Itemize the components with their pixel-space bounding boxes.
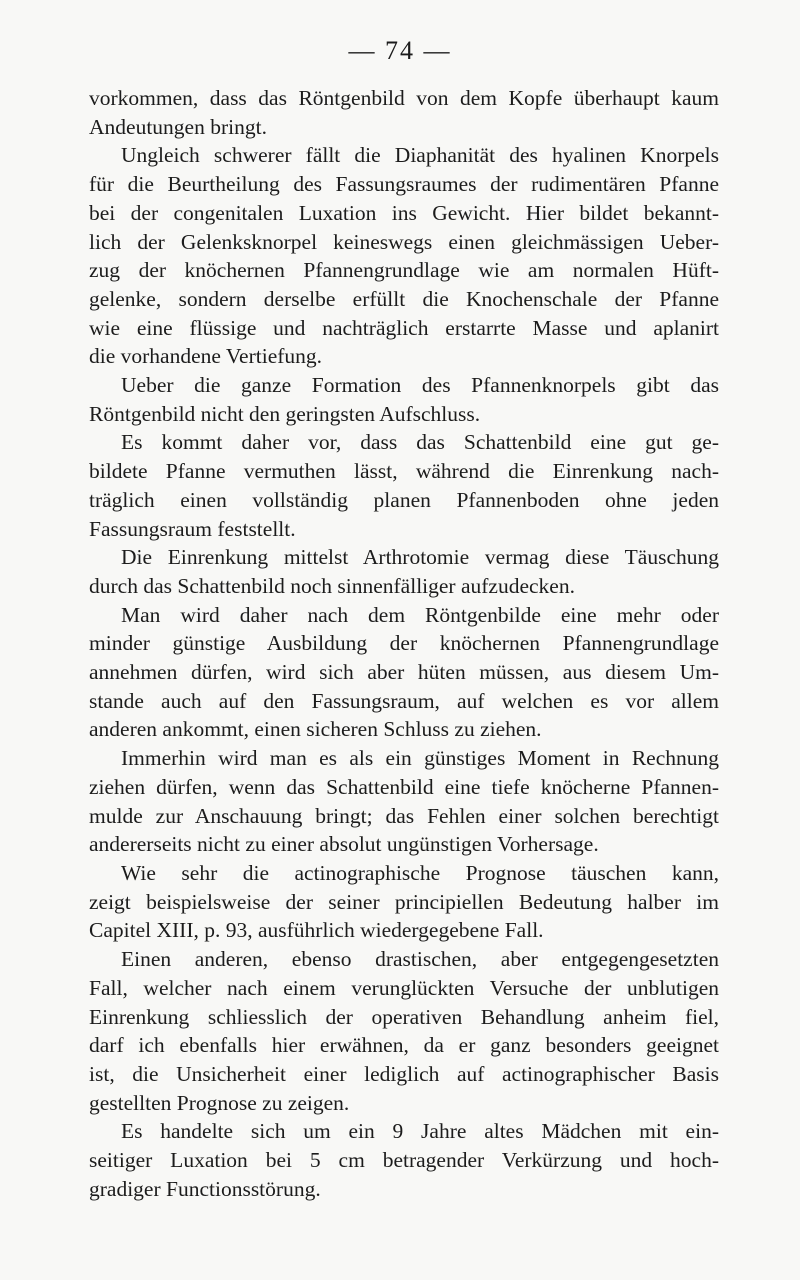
text-line: Einen anderen, ebenso drastischen, aber entgegengesetzten <box>121 947 719 972</box>
text-line: für die Beurtheilung des Fassungsraumes der rudimentären Pfanne <box>89 172 719 197</box>
text-line: Ungleich schwerer fällt die Diaphanität des hyalinen Knorpels <box>121 143 719 168</box>
text-line: zug der knöchernen Pfannengrundlage wie am normalen Hüft- <box>89 258 719 283</box>
text-line: seitiger Luxation bei 5 cm betragender Verkürzung und hoch- <box>89 1148 719 1173</box>
text-line: minder günstige Ausbildung der knöchernen Pfannengrundlage <box>89 631 719 656</box>
text-line: Ueber die ganze Formation des Pfannenknorpels gibt das <box>121 373 719 398</box>
text-line: die vorhandene Vertiefung. <box>89 344 323 369</box>
text-line: Es handelte sich um ein 9 Jahre altes Mädchen mit ein- <box>121 1119 719 1144</box>
text-line: Die Einrenkung mittelst Arthrotomie vermag diese Täuschung <box>121 545 719 570</box>
text-line: andererseits nicht zu einer absolut ungünstigen Vorhersage. <box>89 832 599 857</box>
text-line: bildete Pfanne vermuthen lässt, während die Einrenkung nach- <box>89 459 719 484</box>
text-line: anderen ankommt, einen sicheren Schluss zu ziehen. <box>89 717 542 742</box>
text-line: lich der Gelenksknorpel keineswegs einen gleichmässigen Ueber- <box>89 229 719 254</box>
text-line: gradiger Functionsstörung. <box>89 1176 321 1201</box>
text-line: zeigt beispielsweise der seiner principiellen Bedeutung halber im <box>89 889 719 914</box>
text-line: träglich einen vollständig planen Pfannenboden ohne jeden <box>89 487 719 512</box>
text-line: Fall, welcher nach einem verunglückten Versuche der unblutigen <box>89 975 719 1000</box>
body-text <box>89 84 719 1203</box>
text-line: bei der congenitalen Luxation ins Gewicht. Hier bildet bekannt- <box>89 200 719 225</box>
text-line: Fassungsraum feststellt. <box>89 516 296 541</box>
text-line: stande auch auf den Fassungsraum, auf welchen es vor allem <box>89 688 719 713</box>
text-line: Capitel XIII, p. 93, ausführlich wiedergegebene Fall. <box>89 918 544 943</box>
text-line: Immerhin wird man es als ein günstiges Moment in Rechnung <box>121 746 719 771</box>
text-line: Es kommt daher vor, dass das Schattenbild eine gut ge- <box>121 430 719 455</box>
text-line: Wie sehr die actinographische Prognose täuschen kann, <box>121 860 719 885</box>
page-number: — 74 — <box>348 36 452 65</box>
text-line: mulde zur Anschauung bringt; das Fehlen einer solchen berechtigt <box>89 803 719 828</box>
text-line: gestellten Prognose zu zeigen. <box>89 1090 350 1115</box>
text-line: Einrenkung schliesslich der operativen Behandlung anheim fiel, <box>89 1004 719 1029</box>
text-line: Man wird daher nach dem Röntgenbilde eine mehr oder <box>121 602 719 627</box>
text-line: wie eine flüssige und nachträglich erstarrte Masse und aplanirt <box>89 315 719 340</box>
text-line: ziehen dürfen, wenn das Schattenbild eine tiefe knöcherne Pfannen- <box>89 774 719 799</box>
text-line: gelenke, sondern derselbe erfüllt die Knochenschale der Pfanne <box>89 286 719 311</box>
text-line: Röntgenbild nicht den geringsten Aufschluss. <box>89 401 481 426</box>
text-line: darf ich ebenfalls hier erwähnen, da er ganz besonders geeignet <box>89 1033 719 1058</box>
text-line: durch das Schattenbild noch sinnenfälliger aufzudecken. <box>89 573 575 598</box>
text-line: ist, die Unsicherheit einer lediglich auf actinographischer Basis <box>89 1061 719 1086</box>
text-line: annehmen dürfen, wird sich aber hüten müssen, aus diesem Um- <box>89 660 719 685</box>
text-line: vorkommen, dass das Röntgenbild von dem Kopfe überhaupt kaum <box>89 86 719 110</box>
text-line: Andeutungen bringt. <box>89 114 267 139</box>
